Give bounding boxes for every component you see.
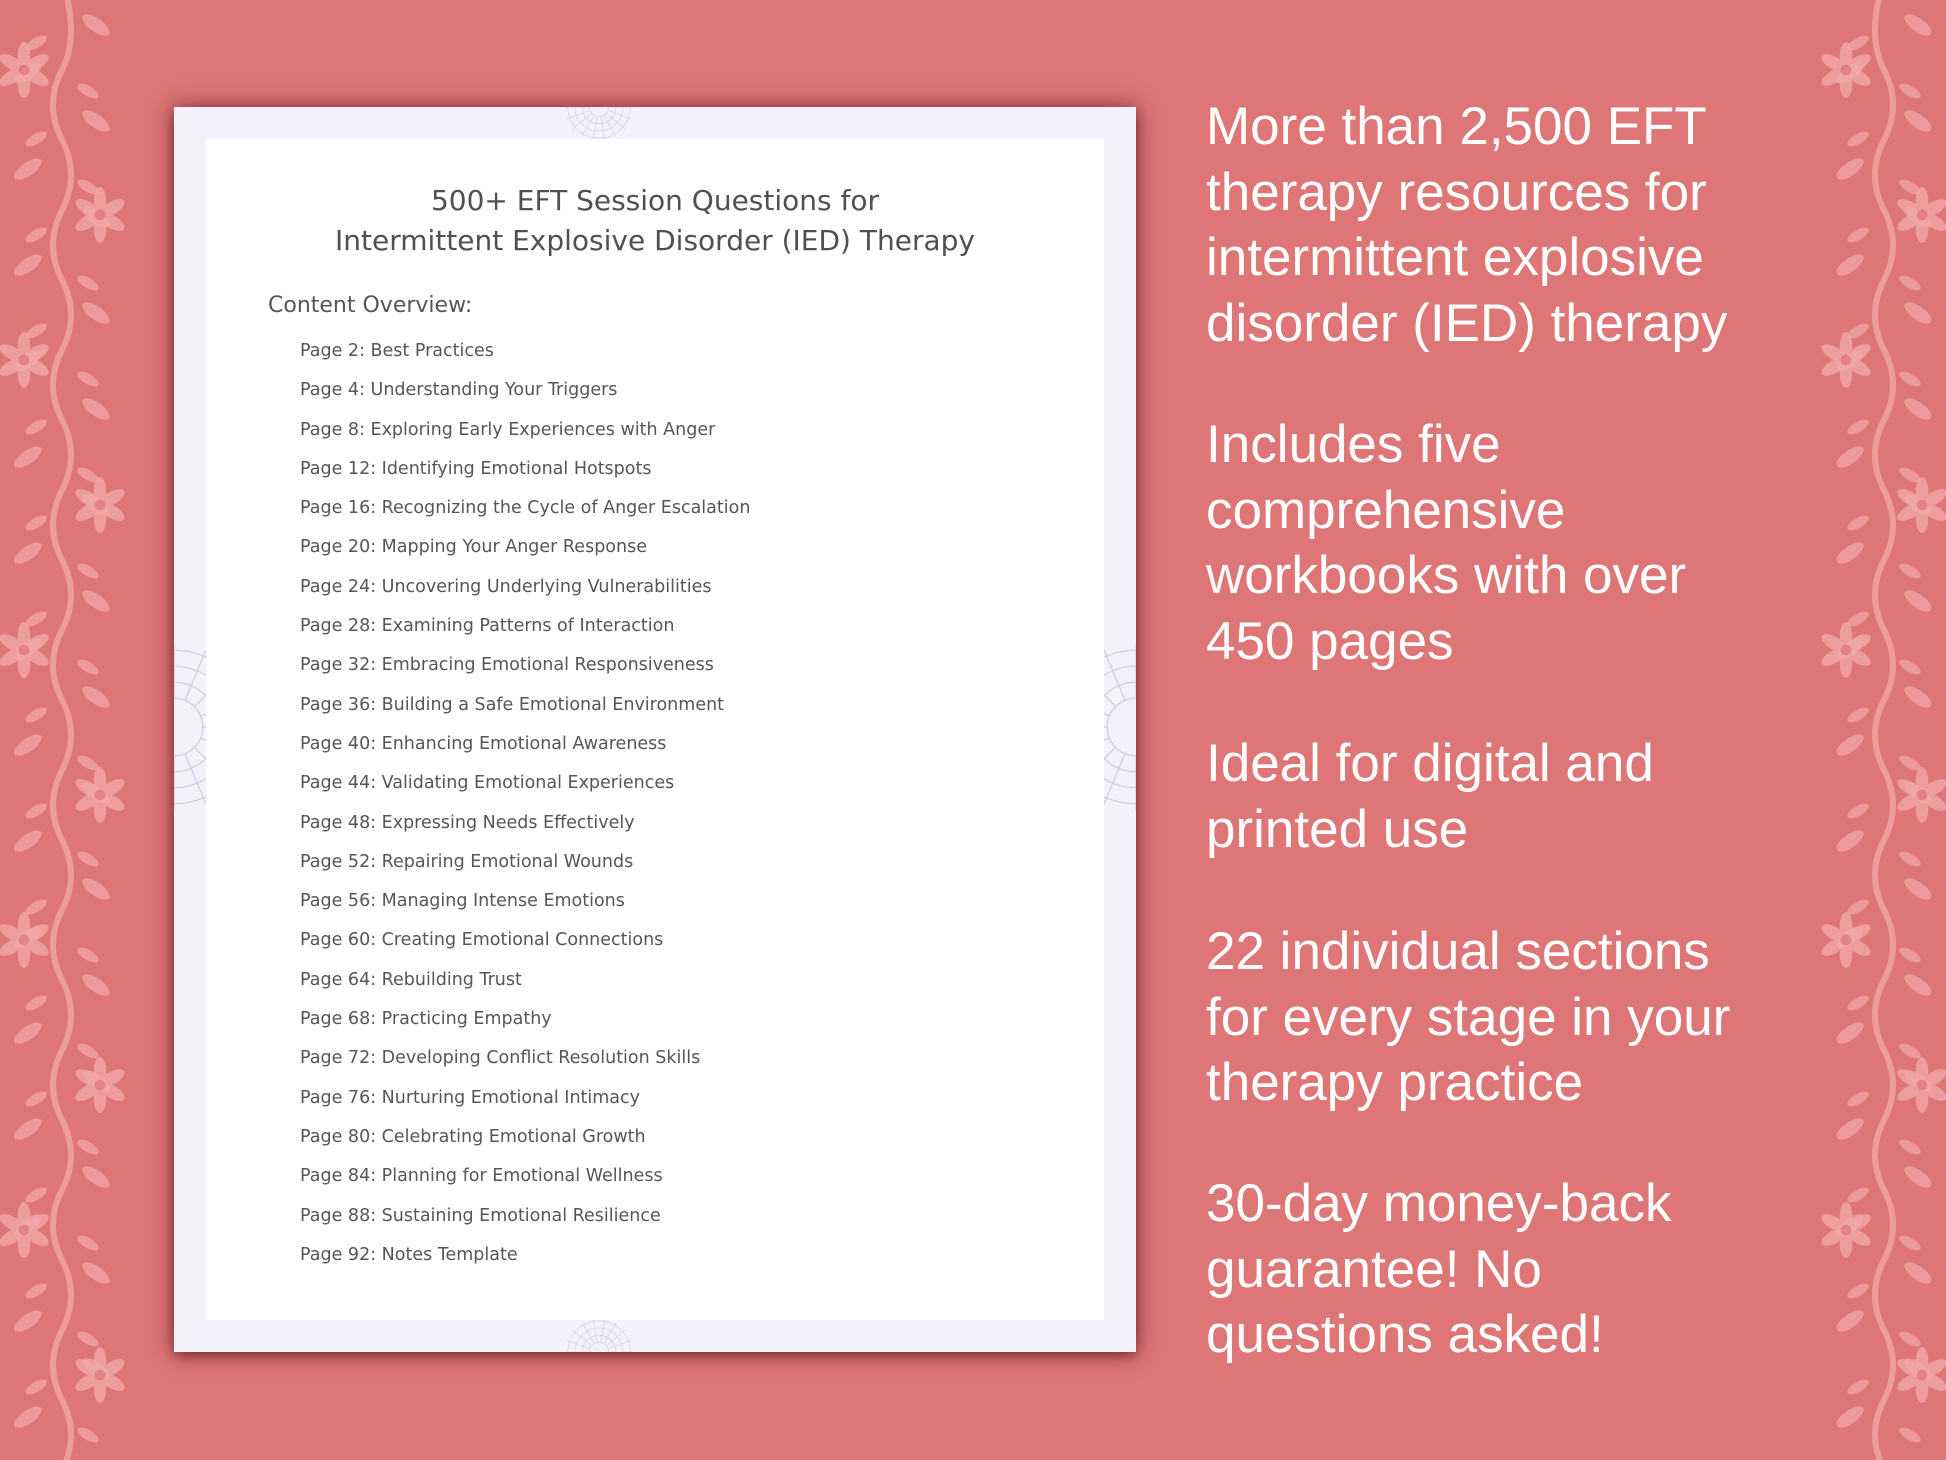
toc-entry: Page 20: Mapping Your Anger Response bbox=[300, 537, 647, 558]
toc-entry: Page 72: Developing Conflict Resolution Skills bbox=[300, 1048, 701, 1069]
feature-text bbox=[1206, 1171, 1926, 1368]
feature-text bbox=[1206, 731, 1926, 862]
feature-line: 450 pages bbox=[1206, 611, 1454, 671]
toc-entry: Page 80: Celebrating Emotional Growth bbox=[300, 1126, 646, 1147]
toc-entry: Page 52: Repairing Emotional Wounds bbox=[300, 851, 634, 872]
mandala-icon bbox=[174, 607, 206, 847]
table-of-contents bbox=[300, 338, 750, 1281]
toc-entry: Page 60: Creating Emotional Connections bbox=[300, 930, 664, 951]
content-overview-label: Content Overview: bbox=[268, 293, 473, 318]
feature-line: workbooks with over bbox=[1206, 546, 1687, 605]
feature-line: More than 2,500 EFT bbox=[1206, 97, 1707, 156]
mandala-icon bbox=[509, 107, 689, 139]
feature-line: comprehensive bbox=[1206, 480, 1566, 540]
toc-entry: Page 92: Notes Template bbox=[300, 1244, 518, 1265]
feature-line: therapy practice bbox=[1206, 1053, 1584, 1112]
toc-entry: Page 40: Enhancing Emotional Awareness bbox=[300, 733, 667, 754]
document-title bbox=[206, 181, 1104, 261]
document-sheet bbox=[206, 139, 1104, 1320]
toc-entry: Page 44: Validating Emotional Experiences bbox=[300, 773, 675, 794]
feature-text bbox=[1206, 412, 1926, 674]
feature-line: guarantee! No bbox=[1206, 1239, 1542, 1299]
toc-entry: Page 64: Rebuilding Trust bbox=[300, 969, 522, 990]
toc-entry: Page 88: Sustaining Emotional Resilience bbox=[300, 1205, 661, 1226]
toc-entry: Page 2: Best Practices bbox=[300, 341, 494, 361]
toc-entry: Page 24: Uncovering Underlying Vulnerabilities bbox=[300, 576, 712, 597]
toc-entry: Page 8: Exploring Early Experiences with Anger bbox=[300, 419, 716, 440]
toc-entry: Page 32: Embracing Emotional Responsiveness bbox=[300, 655, 714, 676]
document-title-line-2: Intermittent Explosive Disorder (IED) Therapy bbox=[335, 224, 975, 257]
feature-line: 22 individual sections bbox=[1206, 922, 1710, 981]
toc-entry: Page 12: Identifying Emotional Hotspots bbox=[300, 458, 652, 479]
feature-line: printed use bbox=[1206, 799, 1469, 859]
feature-line: questions asked! bbox=[1206, 1305, 1604, 1364]
toc-entry: Page 4: Understanding Your Triggers bbox=[300, 380, 618, 401]
toc-entry: Page 84: Planning for Emotional Wellness bbox=[300, 1166, 663, 1187]
feature-text bbox=[1206, 94, 1926, 356]
feature-line: intermittent explosive bbox=[1206, 228, 1704, 287]
toc-entry: Page 28: Examining Patterns of Interaction bbox=[300, 616, 675, 637]
feature-line: Includes five bbox=[1206, 415, 1501, 474]
feature-text bbox=[1206, 919, 1926, 1116]
toc-entry: Page 76: Nurturing Emotional Intimacy bbox=[300, 1087, 641, 1108]
toc-entry: Page 56: Managing Intense Emotions bbox=[300, 891, 625, 912]
toc-entry: Page 68: Practicing Empathy bbox=[300, 1009, 552, 1030]
feature-line: therapy resources for bbox=[1206, 162, 1707, 222]
feature-line: 30-day money-back bbox=[1206, 1174, 1672, 1233]
floral-vine-icon bbox=[0, 0, 150, 1460]
toc-entry: Page 36: Building a Safe Emotional Environment bbox=[300, 694, 725, 715]
mandala-icon bbox=[509, 1320, 689, 1352]
mandala-icon bbox=[1104, 607, 1136, 847]
workbook-page-preview bbox=[174, 107, 1136, 1352]
toc-entry: Page 48: Expressing Needs Effectively bbox=[300, 812, 635, 833]
document-title-line-1: 500+ EFT Session Questions for bbox=[430, 184, 880, 217]
feature-line: for every stage in your bbox=[1206, 987, 1731, 1047]
toc-entry: Page 16: Recognizing the Cycle of Anger Escalation bbox=[300, 498, 751, 519]
feature-line: Ideal for digital and bbox=[1206, 734, 1654, 793]
feature-line: disorder (IED) therapy bbox=[1206, 293, 1728, 353]
